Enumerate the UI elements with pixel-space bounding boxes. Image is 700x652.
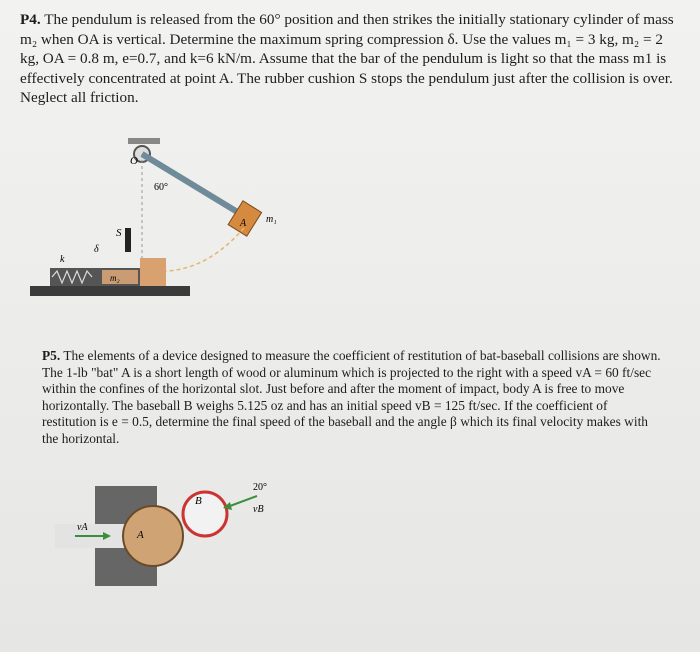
ceiling-mount	[128, 138, 160, 144]
label-m2: m₂	[110, 273, 120, 283]
problem-label: P4.	[20, 11, 41, 28]
problem-text: The elements of a device designed to measure the coefficient of restitution of bat-baseball collisions are shown. The 1-lb "bat" A is a short length of wood or aluminum which is projected to the right with a speed vA = 60 ft/sec within the confines of the horizontal slot. Just before and after the moment of impact, body A is free to move horizontally. The baseball B weighs 5.125 oz and has an initial speed vB = 125 ft/sec. If the coefficient of restitution is e = 0.5, determine the final speed of the baseball and the angle β which its final velocity makes with the horizontal.	[42, 348, 661, 446]
label-va: vA	[77, 522, 88, 533]
problem-text: The pendulum is released from the 60° position and then strikes the initially stationary cylinder of mass m₂ when OA is vertical. Determine the maximum spring compression δ. Use the values m₁ = 3 kg, m₂ = 2 kg, OA = 0.8 m, e=0.7, and k=6 kN/m. Assume that the bar of the pendulum is light so that the mass m1 is effectively concentrated at point A. The rubber cushion S stops the pendulum just after the collision is over. Neglect all friction.	[20, 11, 674, 106]
problem-p4	[20, 10, 675, 108]
label-a: A	[240, 218, 247, 229]
bat-a	[123, 506, 183, 566]
support-block	[140, 258, 166, 286]
label-b: B	[195, 495, 202, 507]
label-m1: m₁	[266, 214, 277, 225]
label-vb: vB	[253, 504, 264, 515]
bat-baseball-figure	[55, 478, 295, 598]
label-a: A	[137, 529, 144, 541]
baseball-b	[183, 492, 227, 536]
label-k: k	[60, 254, 65, 265]
label-o: O	[130, 155, 138, 167]
label-s: S	[116, 227, 122, 239]
base-platform	[30, 286, 190, 296]
label-angle: 60°	[154, 182, 168, 193]
rubber-cushion-s	[125, 228, 131, 252]
problem-p5	[42, 348, 662, 448]
pendulum-figure	[30, 130, 320, 310]
label-delta: δ	[94, 244, 99, 255]
cylinder-m2	[102, 270, 138, 284]
problem-label: P5.	[42, 348, 61, 363]
label-angle: 20°	[253, 482, 267, 493]
